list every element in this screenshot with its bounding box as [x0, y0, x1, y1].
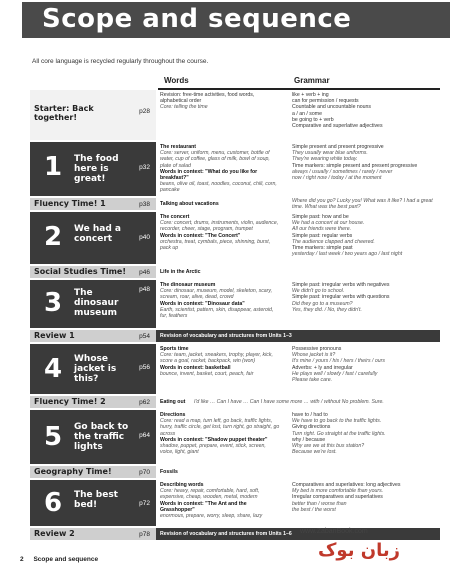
unit-vocab: Fossils — [160, 469, 178, 475]
unit-grammar — [292, 144, 440, 181]
grammar-line: Time markers: simple present and present progressive — [292, 162, 418, 169]
vocab-column-header: Words — [158, 74, 288, 90]
starter-unit — [30, 90, 440, 140]
unit-page: p70 — [139, 469, 150, 476]
vocab-line: beans, olive oil, toast, noodles, coconut, chili, corn, pancake — [160, 181, 277, 194]
unit-vocab — [160, 92, 280, 111]
unit-vocab — [160, 346, 280, 377]
fluency-time-2 — [30, 396, 440, 408]
grammar-line: Comparative and superlative adjectives — [292, 123, 383, 130]
unit-grammar: I'd like … Can I have … Can I have some more … with / without No problem. Sure. — [194, 399, 384, 405]
grammar-line: be going to + verb — [292, 116, 334, 123]
vocab-heading: Describing words — [160, 482, 204, 488]
unit-title: Geography Time! — [34, 467, 112, 476]
unit-page: p56 — [139, 364, 150, 371]
grammar-line: why / because — [292, 436, 326, 443]
unit-number: 2 — [44, 222, 63, 252]
grammar-line: Simple past: irregular verbs with negatives — [292, 282, 390, 288]
unit-page: p32 — [139, 164, 150, 171]
scope-table — [30, 74, 440, 544]
intro-text: All core language is recycled regularly throughout the course. — [32, 58, 209, 65]
vocab-line: orchestra, treat, cymbals, piece, shinning, burst, pack up — [160, 238, 271, 252]
grammar-line: My bed is more comfortable than yours. — [292, 488, 384, 495]
grammar-line: Adverbs: + ly and irregular — [292, 364, 353, 371]
unit-title: Fluency Time! 1 — [34, 199, 106, 208]
grammar-line: They're wearing white today. — [292, 156, 358, 163]
unit-2 — [30, 212, 440, 264]
vocab-line: Core: server, uniform, menu, customer, bottle of water, cup of coffee, glass of milk, bowl of soup, plate of salad — [160, 150, 270, 169]
grammar-line: We had a concert at our house. — [292, 220, 365, 227]
unit-page: p78 — [139, 531, 150, 538]
grammar-line: Because we're lost. — [292, 449, 337, 456]
unit-vocab: Talking about vacations — [160, 201, 219, 207]
vocab-heading: Words in context: "The Ant and the Grasshopper" — [160, 500, 247, 513]
header-bar — [22, 2, 450, 38]
unit-vocab — [160, 214, 280, 251]
unit-title: The best bed! — [74, 490, 118, 510]
social-studies-time — [30, 266, 440, 278]
vocab-heading: Words in context: "What do you like for breakfast?" — [160, 168, 258, 182]
vocab-line: Core: telling the time — [160, 104, 208, 111]
unit-3 — [30, 280, 440, 328]
vocab-line: bounce, invent, basket, court, peach, fair — [160, 370, 254, 377]
grammar-line: always / usually / sometimes / rarely / never — [292, 168, 393, 175]
unit-number: 6 — [44, 488, 63, 518]
unit-grammar — [292, 346, 440, 383]
grammar-line: now / right now / today / at the moment — [292, 175, 382, 182]
grammar-line: the best / the worst — [292, 506, 336, 513]
footer-text: Scope and sequence — [33, 556, 99, 563]
grammar-line: The audience clapped and cheered. — [292, 238, 375, 245]
vocab-line: Core: team, jacket, sneakers, trophy, player, kick, score a goal, racket, backpack, win (won) — [160, 352, 273, 365]
grammar-line: All our friends were there. — [292, 226, 352, 233]
unit-page: p28 — [139, 108, 150, 115]
vocab-line: Core: read a map, turn left, go back, traffic lights, hurry, traffic circle, get lost, turn right, go straight, go across — [160, 418, 280, 437]
vocab-heading: Words in context: "The Concert" — [160, 232, 241, 239]
vocab-line: Core: concert, drums, instruments, violin, audience, recorder, cheer, stage, program, trumpet — [160, 220, 279, 233]
unit-grammar: Where did you go? Lucky you! What was it like? I had a great time. What was the best part? — [292, 198, 433, 211]
unit-grammar — [292, 214, 440, 257]
unit-number: 3 — [44, 288, 63, 318]
watermark-url: www.ZabanBook.com — [300, 528, 368, 535]
unit-4 — [30, 344, 440, 394]
grammar-line: Simple past: irregular verbs with questions — [292, 294, 390, 301]
footer — [20, 556, 98, 563]
unit-grammar — [292, 412, 440, 455]
vocab-line: shadow, puppet, prepare, event, stick, screen, voice, light, giant — [160, 443, 266, 456]
grammar-line: Whose jacket is it? — [292, 352, 336, 359]
unit-vocab: Eating out — [160, 399, 186, 405]
grammar-line: have to / had to — [292, 412, 328, 418]
grammar-line: like + verb + ing — [292, 92, 329, 98]
unit-title: The food here is great! — [74, 154, 119, 184]
watermark-logo: زبان بوک — [318, 540, 400, 561]
vocab-line: Revision: free-time activities, food words, alphabetical order — [160, 92, 255, 105]
grammar-line: Giving directions — [292, 424, 331, 431]
unit-grammar — [292, 92, 440, 129]
unit-grammar — [292, 482, 440, 513]
vocab-heading: Words in context: "Dinosaur data" — [160, 300, 245, 307]
vocab-heading: Words in context: "Shadow puppet theater" — [160, 436, 268, 443]
unit-vocab — [160, 282, 280, 319]
unit-title: Whose jacket is this? — [74, 354, 117, 384]
vocab-heading: Words in context: basketball — [160, 364, 231, 371]
grammar-line: Simple past: regular verbs — [292, 232, 353, 239]
unit-vocab: Life in the Arctic — [160, 269, 201, 275]
grammar-line: He plays well / slowly / fast / carefully — [292, 370, 378, 377]
grammar-line: Irregular comparatives and superlatives — [292, 494, 383, 501]
unit-number: 4 — [44, 354, 63, 384]
unit-vocab — [160, 144, 280, 194]
unit-page: p72 — [139, 500, 150, 507]
page-title: Scope and sequence — [42, 4, 352, 34]
grammar-line: Turn right. Go straight at the traffic lights. — [292, 430, 386, 437]
grammar-line: Simple past: how and be — [292, 214, 349, 220]
grammar-line: We didn't go to school. — [292, 288, 345, 295]
grammar-line: Comparatives and superlatives: long adjectives — [292, 482, 401, 488]
unit-title: Fluency Time! 2 — [34, 397, 106, 406]
page-number: 2 — [20, 556, 24, 563]
unit-title: We had a concert — [74, 224, 121, 244]
vocab-line: enormous, prepare, worry, sleep, share, lazy — [160, 513, 263, 520]
unit-title: The dinosaur museum — [74, 288, 119, 318]
grammar-line: Why are we at this bus station? — [292, 443, 365, 450]
vocab-line: Earth, scientist, pattern, skin, disappear, asteroid, fur, feathers — [160, 306, 274, 320]
grammar-line: Possessive pronouns — [292, 346, 342, 352]
geography-time — [30, 466, 440, 478]
unit-page: p40 — [139, 234, 150, 241]
grammar-line: can for permission / requests — [292, 98, 359, 105]
unit-page: p62 — [139, 399, 150, 406]
unit-6 — [30, 480, 440, 526]
grammar-line: Countable and uncountable nouns — [292, 104, 372, 111]
vocab-line: Core: dinosaur, museum, model, skeleton, scary, scream, roar, alive, dead, crowd — [160, 288, 273, 301]
review-text: Revision of vocabulary and structures from Units 1–3 — [160, 333, 292, 339]
review-1 — [30, 330, 440, 342]
grammar-line: Yes, they did. / No, they didn't. — [292, 306, 362, 313]
unit-vocab — [160, 482, 280, 519]
unit-page: p54 — [139, 333, 150, 340]
fluency-time-1 — [30, 198, 440, 210]
unit-title: Starter: Back together! — [34, 104, 94, 122]
grammar-line: Please take care. — [292, 377, 333, 384]
unit-page: p38 — [139, 201, 150, 208]
unit-page: p46 — [139, 269, 150, 276]
vocab-line: Core: heavy, repair, comfortable, hard, soft, expensive, cheap, wooden, metal, modern — [160, 488, 260, 501]
grammar-line: Simple present and present progressive — [292, 144, 384, 150]
unit-page: p48 — [139, 286, 150, 293]
review-text: Revision of vocabulary and structures from Units 1–6 — [160, 531, 292, 537]
grammar-line: We have to go back to the traffic lights. — [292, 418, 382, 425]
grammar-line: yesterday / last week / two years ago / last night — [292, 251, 403, 258]
unit-1 — [30, 142, 440, 196]
unit-number: 1 — [44, 152, 63, 182]
grammar-line: better than / worse than — [292, 500, 347, 507]
grammar-column-header: Grammar — [288, 74, 440, 90]
grammar-line: It's mine / yours / his / hers / theirs / ours — [292, 358, 385, 365]
grammar-line: Did they go to a museum? — [292, 300, 353, 307]
grammar-line: Time markers: simple past — [292, 245, 353, 252]
unit-5 — [30, 410, 440, 464]
grammar-line: They usually wear blue uniforms. — [292, 150, 368, 157]
unit-title: Review 2 — [34, 529, 75, 538]
unit-title: Review 1 — [34, 331, 75, 340]
unit-page: p64 — [139, 432, 150, 439]
grammar-line: a / an / some — [292, 110, 322, 117]
vocab-heading: The dinosaur museum — [160, 282, 216, 288]
vocab-heading: Directions — [160, 412, 186, 418]
unit-number: 5 — [44, 422, 63, 452]
unit-vocab — [160, 412, 280, 455]
vocab-heading: The concert — [160, 214, 190, 220]
vocab-heading: Sports time — [160, 346, 189, 352]
review-2 — [30, 528, 440, 540]
unit-title: Go back to the traffic lights — [74, 422, 129, 452]
vocab-heading: The restaurant — [160, 144, 197, 150]
unit-title: Social Studies Time! — [34, 267, 126, 276]
unit-grammar — [292, 282, 440, 313]
